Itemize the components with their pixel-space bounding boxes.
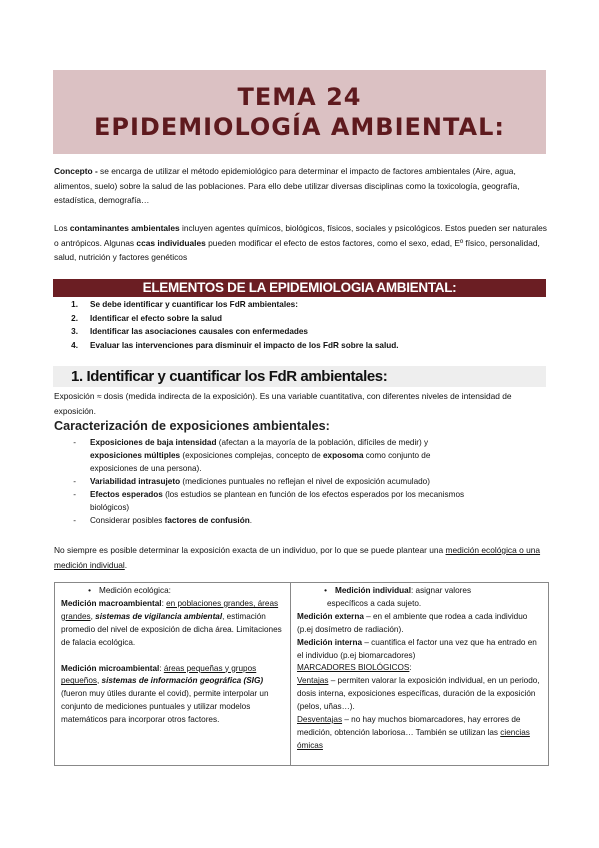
text-segment: : (409, 663, 412, 673)
concept-text: se encarga de utilizar el método epidemiológico para determinar el impacto de factores ambientales (Aire, agua, alimentos, suelo) sobre la salud de las poblaciones. Para ello debe utilizar diversas disciplinas como la toxicología, geografía, estadística, demografía… (54, 166, 520, 205)
text-segment: , estimación promedio del nivel de exposición de dicha área. Limitaciones de falacia ecológica. (61, 611, 282, 647)
macro-label: Medición macroambiental (61, 598, 162, 608)
text-segment: : (161, 598, 167, 608)
cell-title (61, 585, 284, 598)
disadvantages-label: Desventajas (297, 715, 343, 725)
underlined-text: áreas pequeñas y grupos pequeños (61, 663, 257, 686)
micro-paragraph (61, 663, 284, 728)
macro-paragraph (61, 598, 284, 650)
item-text: (mediciones puntuales no reflejan el nivel de exposición acumulado) (180, 477, 430, 486)
list-item (54, 298, 548, 312)
item-text: exposiciones de una persona). (90, 464, 202, 473)
item-text: como conjunto de (363, 451, 431, 460)
concept-label: Concepto - (54, 166, 98, 176)
item-term: Exposiciones de baja intensidad (90, 438, 217, 447)
item-text: biológicos) (90, 503, 130, 512)
list-text: Se debe identificar y cuantificar los FdR ambientales: (90, 300, 298, 309)
external-measurement (297, 611, 542, 637)
emphasized-term: sistemas de vigilancia ambiental (95, 611, 223, 621)
list-item (54, 501, 548, 514)
list-text: Identificar las asociaciones causales con enfermedades (90, 327, 308, 337)
list-text: Evaluar las intervenciones para disminuir el impacto de los FdR sobre la salud. (90, 340, 399, 350)
list-dash: - (73, 438, 76, 447)
text-segment: – permiten valorar la exposición individual, en un periodo, dosis interna, exposiciones específicas, duración de la exposición (pelos, uñas…). (297, 676, 540, 712)
section-heading-1 (53, 366, 546, 387)
exposure-paragraph: Exposición ≈ dosis (medida indirecta de la exposición). Es una variable cuantitativa, con diferentes niveles de intensidad de exposición. (54, 391, 512, 416)
text-segment: – no hay muchos biomarcadores, hay errores de medición, obtención laboriosa… También se utilizan las (297, 715, 521, 737)
ecological-measurement-cell (55, 583, 291, 765)
text-segment: (fueron muy útiles durante el covid), permite interpolar un conjunto de mediciones puntuales y utilizar modelos matemáticos para incorporar otros factores. (61, 689, 269, 725)
item-text: . (249, 516, 252, 525)
section-bar-elements: ELEMENTOS DE LA EPIDEMIOLOGIA AMBIENTAL: (53, 279, 546, 297)
list-number: 1. (71, 300, 78, 309)
text-segment: específicos a cada sujeto. (327, 598, 422, 608)
omics-link-text: ciencias ómicas (297, 727, 530, 750)
list-item (54, 449, 548, 462)
characterization-list (54, 436, 548, 527)
measurement-types-link-text: medición ecológica o una medición individual (54, 545, 541, 570)
list-item (54, 488, 548, 501)
bullet-icon: • (324, 586, 327, 595)
title-banner (53, 70, 546, 154)
item-term: Efectos esperados (90, 490, 163, 499)
item-term: exposiciones múltiples (90, 451, 181, 460)
text-segment: – en el ambiente que rodea a cada individuo (p.ej dosímetro de radiación). (297, 611, 528, 634)
confusion-term: factores de confusión (164, 516, 250, 525)
item-term: Variabilidad intrasujeto (90, 477, 181, 486)
item-text: (exposiciones complejas, concepto de (180, 451, 323, 460)
underlined-text: en poblaciones grandes, áreas grandes (61, 598, 279, 621)
subheading-characterization: Caracterización de exposiciones ambientales: (54, 419, 330, 433)
item-text: (afectan a la mayoría de la población, difíciles de medir) y (216, 438, 429, 447)
bullet-icon: • (88, 586, 91, 595)
list-item (54, 436, 548, 449)
list-text: Identificar el efecto sobre la salud (90, 313, 222, 323)
list-number: 3. (71, 327, 78, 337)
list-item (54, 475, 548, 488)
internal-label: Medición interna (297, 637, 363, 647)
measurement-table (54, 582, 549, 766)
cell-title-text: Medición individual (335, 586, 411, 595)
contaminants-term: contaminantes ambientales (69, 223, 180, 233)
title-line-1: TEMA 24 (237, 83, 362, 111)
text-segment: pueden modificar el efecto de estos factores, como el sexo, edad, Eº físico, personalidad, salud, nutrición y factores genéticos (54, 237, 540, 262)
advantages-label: Ventajas (297, 676, 329, 686)
item-text: (los estudios se plantean en función de los efectos esperados por los mecanismos (162, 490, 465, 499)
list-dash: - (73, 516, 76, 525)
list-item (54, 514, 548, 527)
text-segment: Los (54, 223, 70, 233)
list-number: 2. (71, 313, 78, 323)
text-segment: No siempre es posible determinar la exposición exacta de un individuo, por lo que se puede plantear una (54, 545, 446, 555)
section-heading-text: 1. Identificar y cuantificar los FdR ambientales: (71, 368, 388, 385)
micro-label: Medición microambiental (61, 663, 160, 673)
list-dash: - (73, 490, 76, 499)
text-segment: incluyen agentes químicos, biológicos, físicos, sociales y psicológicos. Estos pueden ser naturales o antrópicos. Algunas (54, 223, 547, 248)
markers-heading (297, 662, 542, 675)
elements-list (54, 298, 548, 352)
contaminants-paragraph (54, 221, 548, 265)
measurement-note (54, 543, 548, 572)
text-segment: , (96, 676, 102, 686)
text-segment: : asignar valores (410, 586, 472, 595)
list-item (54, 312, 548, 326)
list-number: 4. (71, 340, 78, 350)
spacer (61, 650, 284, 663)
internal-measurement (297, 637, 542, 663)
individual-measurement-cell (291, 583, 548, 765)
title-line-2: EPIDEMIOLOGÍA AMBIENTAL: (94, 113, 505, 141)
concept-paragraph (54, 164, 548, 208)
cell-title-text: Medición ecológica: (99, 586, 171, 595)
cell-title (297, 585, 542, 598)
external-label: Medición externa (297, 611, 364, 621)
list-dash (54, 449, 90, 462)
list-dash: - (73, 477, 76, 486)
advantages (297, 675, 542, 714)
list-dash (54, 501, 90, 514)
markers-label: MARCADORES BIOLÓGICOS (297, 663, 410, 673)
individual-traits-term: ccas individuales (136, 237, 206, 248)
text-segment: . (124, 559, 128, 570)
text-segment: , (90, 611, 96, 621)
list-item (54, 462, 548, 475)
item-text: Considerar posibles (90, 516, 165, 525)
emphasized-term: sistemas de información geográfica (SIG) (101, 676, 264, 686)
exposoma-term: exposoma (323, 451, 364, 460)
list-dash (54, 462, 90, 475)
list-item (54, 325, 548, 339)
text-segment: – cuantifica el factor una vez que ha entrado en el individuo (p.ej biomarcadores) (297, 637, 537, 660)
list-item (54, 339, 548, 353)
disadvantages (297, 714, 542, 753)
text-segment: : (159, 663, 164, 673)
